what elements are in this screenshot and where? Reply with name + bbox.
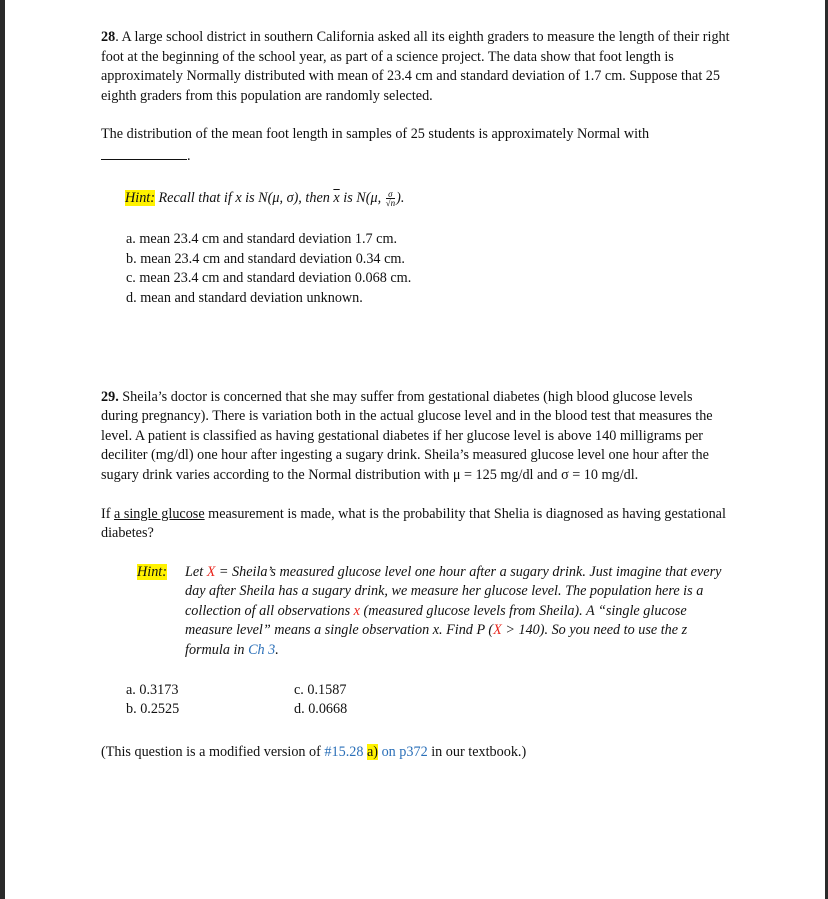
page-link[interactable]: p372 [399,743,428,760]
hint-label: Hint: [137,563,167,580]
q29-choice-a[interactable]: a. 0.3173 [126,681,179,698]
q28-question: The distribution of the mean foot length in samples of 25 students is approximately Normal with [101,126,650,143]
q29-hint [137,563,731,661]
q28-choices [126,230,731,308]
underlined-phrase: a single glucose [114,505,205,522]
q28-choice-c[interactable]: c. mean 23.4 cm and standard deviation 0.068 cm. [126,270,412,287]
answer-blank [101,147,187,160]
q29-choices [126,681,731,720]
q28-intro: 28. A large school district in southern California asked all its eighth graders to measure the length of their right foot at the beginning of the school year, as part of a science project. The data show that foot length is approximately Normally distributed with mean of 23.4 cm and standard deviation of 1.7 cm. Suppose that 25 eighth graders from this population are randomly selected. [101,29,730,104]
q28-hint: Hint: Recall that if x is N(μ, σ), then $\overline{x}$ is N(μ, $\frac{\sigma}{√n}$ ). [125,188,405,208]
q28-number: 28 [101,29,116,45]
ref-link[interactable]: #15.28 [324,743,364,760]
q28-choice-a[interactable]: a. mean 23.4 cm and standard deviation 1.7 cm. [126,231,398,248]
q29-choice-d[interactable]: d. 0.0668 [294,701,348,718]
q28-choice-d[interactable]: d. mean and standard deviation unknown. [126,289,363,306]
q29-question: If a single glucose measurement is made, what is the probability that Shelia is diagnosed as having gestational diabetes? [101,505,726,542]
ch3-link[interactable]: Ch 3 [248,642,276,659]
x-bar-symbol: $\overline{x}$ [333,189,340,206]
part-highlight: a) [366,743,379,760]
document-body [101,28,731,762]
q29-choice-b[interactable]: b. 0.2525 [126,701,180,718]
q29-intro: 29. Sheila’s doctor is concerned that she may suffer from gestational diabetes (high blood glucose levels during pregnancy). There is variation both in the actual glucose level and in the blood test that measures the level. A patient is classified as having gestational diabetes if her glucose level is above 140 milligrams per deciliter (mg/dl) one hour after ingesting a sugary drink. Sheila’s measured glucose level one hour after the sugary drink varies according to the Normal distribution with μ = 125 mg/dl and σ = 10 mg/dl. [101,388,713,483]
hint-label: Hint: [125,189,155,206]
q29-hint-body: Let X = Sheila’s measured glucose level one hour after a sugary drink. Just imagine that every day after Sheila has a sugary drink, we measure her glucose level. The population here is a collection of all observations x (measured glucose levels from Sheila). A “single glucose measure level” means a single observation x. Find P (X > 140). So you need to use the z formula in Ch 3. [185,563,722,659]
q28-choice-b[interactable]: b. mean 23.4 cm and standard deviation 0.34 cm. [126,250,405,267]
footnote: (This question is a modified version of #15.28 a) on p372 in our textbook.) [101,743,527,760]
q29-number: 29. [101,388,119,405]
q29-choice-c[interactable]: c. 0.1587 [294,681,347,698]
page-left-edge [0,0,5,899]
sigma-over-root-n: $\frac{\sigma}{√n}$ [385,188,396,208]
q28-blank-line: . [101,147,731,167]
